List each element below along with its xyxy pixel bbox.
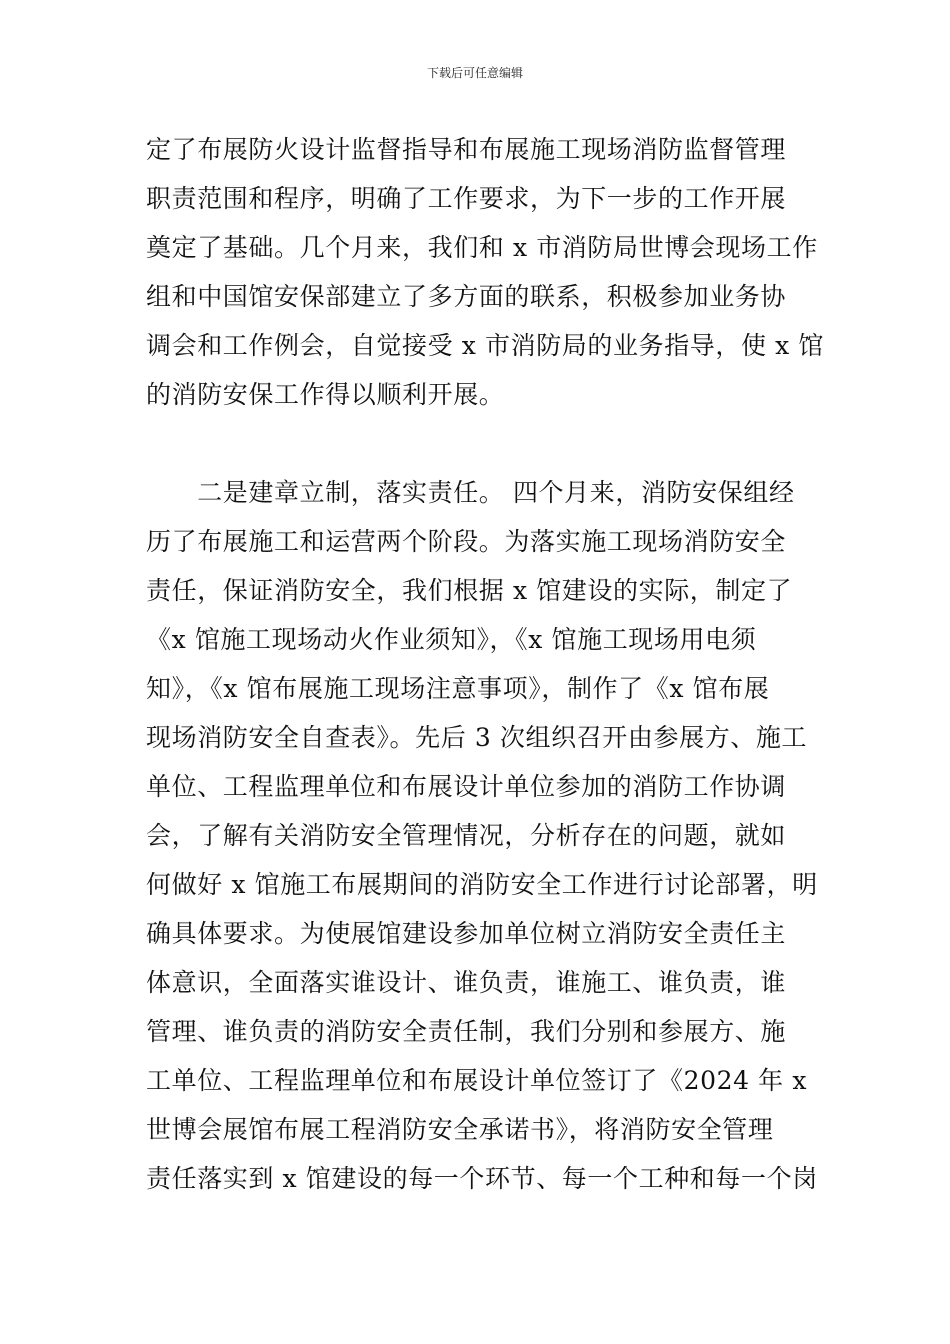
text-line: 确具体要求。为使展馆建设参加单位树立消防安全责任主 <box>146 919 787 948</box>
text-line: 职责范围和程序，明确了工作要求，为下一步的工作开展 <box>146 184 787 213</box>
text-line: 《x 馆施工现场动火作业须知》，《x 馆施工现场用电须 <box>146 625 757 654</box>
text-line: 管理、谁负责的消防安全责任制，我们分别和参展方、施 <box>146 1017 787 1046</box>
text-line: 奠定了基础。几个月来，我们和 x 市消防局世博会现场工作 <box>146 233 818 262</box>
text-line: 历了布展施工和运营两个阶段。为落实施工现场消防安全 <box>146 527 787 556</box>
text-line: 的消防安保工作得以顺利开展。 <box>146 380 505 409</box>
text-line: 组和中国馆安保部建立了多方面的联系，积极参加业务协 <box>146 282 787 311</box>
text-line: 单位、工程监理单位和布展设计单位参加的消防工作协调 <box>146 772 787 801</box>
text-line: 世博会展馆布展工程消防安全承诺书》，将消防安全管理 <box>146 1115 774 1144</box>
page-header: 下载后可任意编辑 <box>426 66 523 80</box>
text-line: 二是建章立制，落实责任。 四个月来，消防安保组经 <box>146 478 795 507</box>
text-line: 工单位、工程监理单位和布展设计单位签订了《2024 年 x <box>146 1066 808 1095</box>
text-line: 现场消防安全自查表》。先后 3 次组织召开由参展方、施工 <box>146 723 808 752</box>
text-line: 会，了解有关消防安全管理情况，分析存在的问题，就如 <box>146 821 787 850</box>
text-line: 责任落实到 x 馆建设的每一个环节、每一个工种和每一个岗 <box>146 1164 818 1193</box>
text-line: 调会和工作例会，自觉接受 x 市消防局的业务指导，使 x 馆 <box>146 331 824 360</box>
text-line: 责任，保证消防安全，我们根据 x 馆建设的实际，制定了 <box>146 576 793 605</box>
text-line: 何做好 x 馆施工布展期间的消防安全工作进行讨论部署，明 <box>146 870 818 899</box>
text-line: 定了布展防火设计监督指导和布展施工现场消防监督管理 <box>146 135 787 164</box>
text-line: 体意识，全面落实谁设计、谁负责，谁施工、谁负责，谁 <box>146 968 787 997</box>
text-line: 知》，《x 馆布展施工现场注意事项》，制作了《x 馆布展 <box>146 674 770 703</box>
